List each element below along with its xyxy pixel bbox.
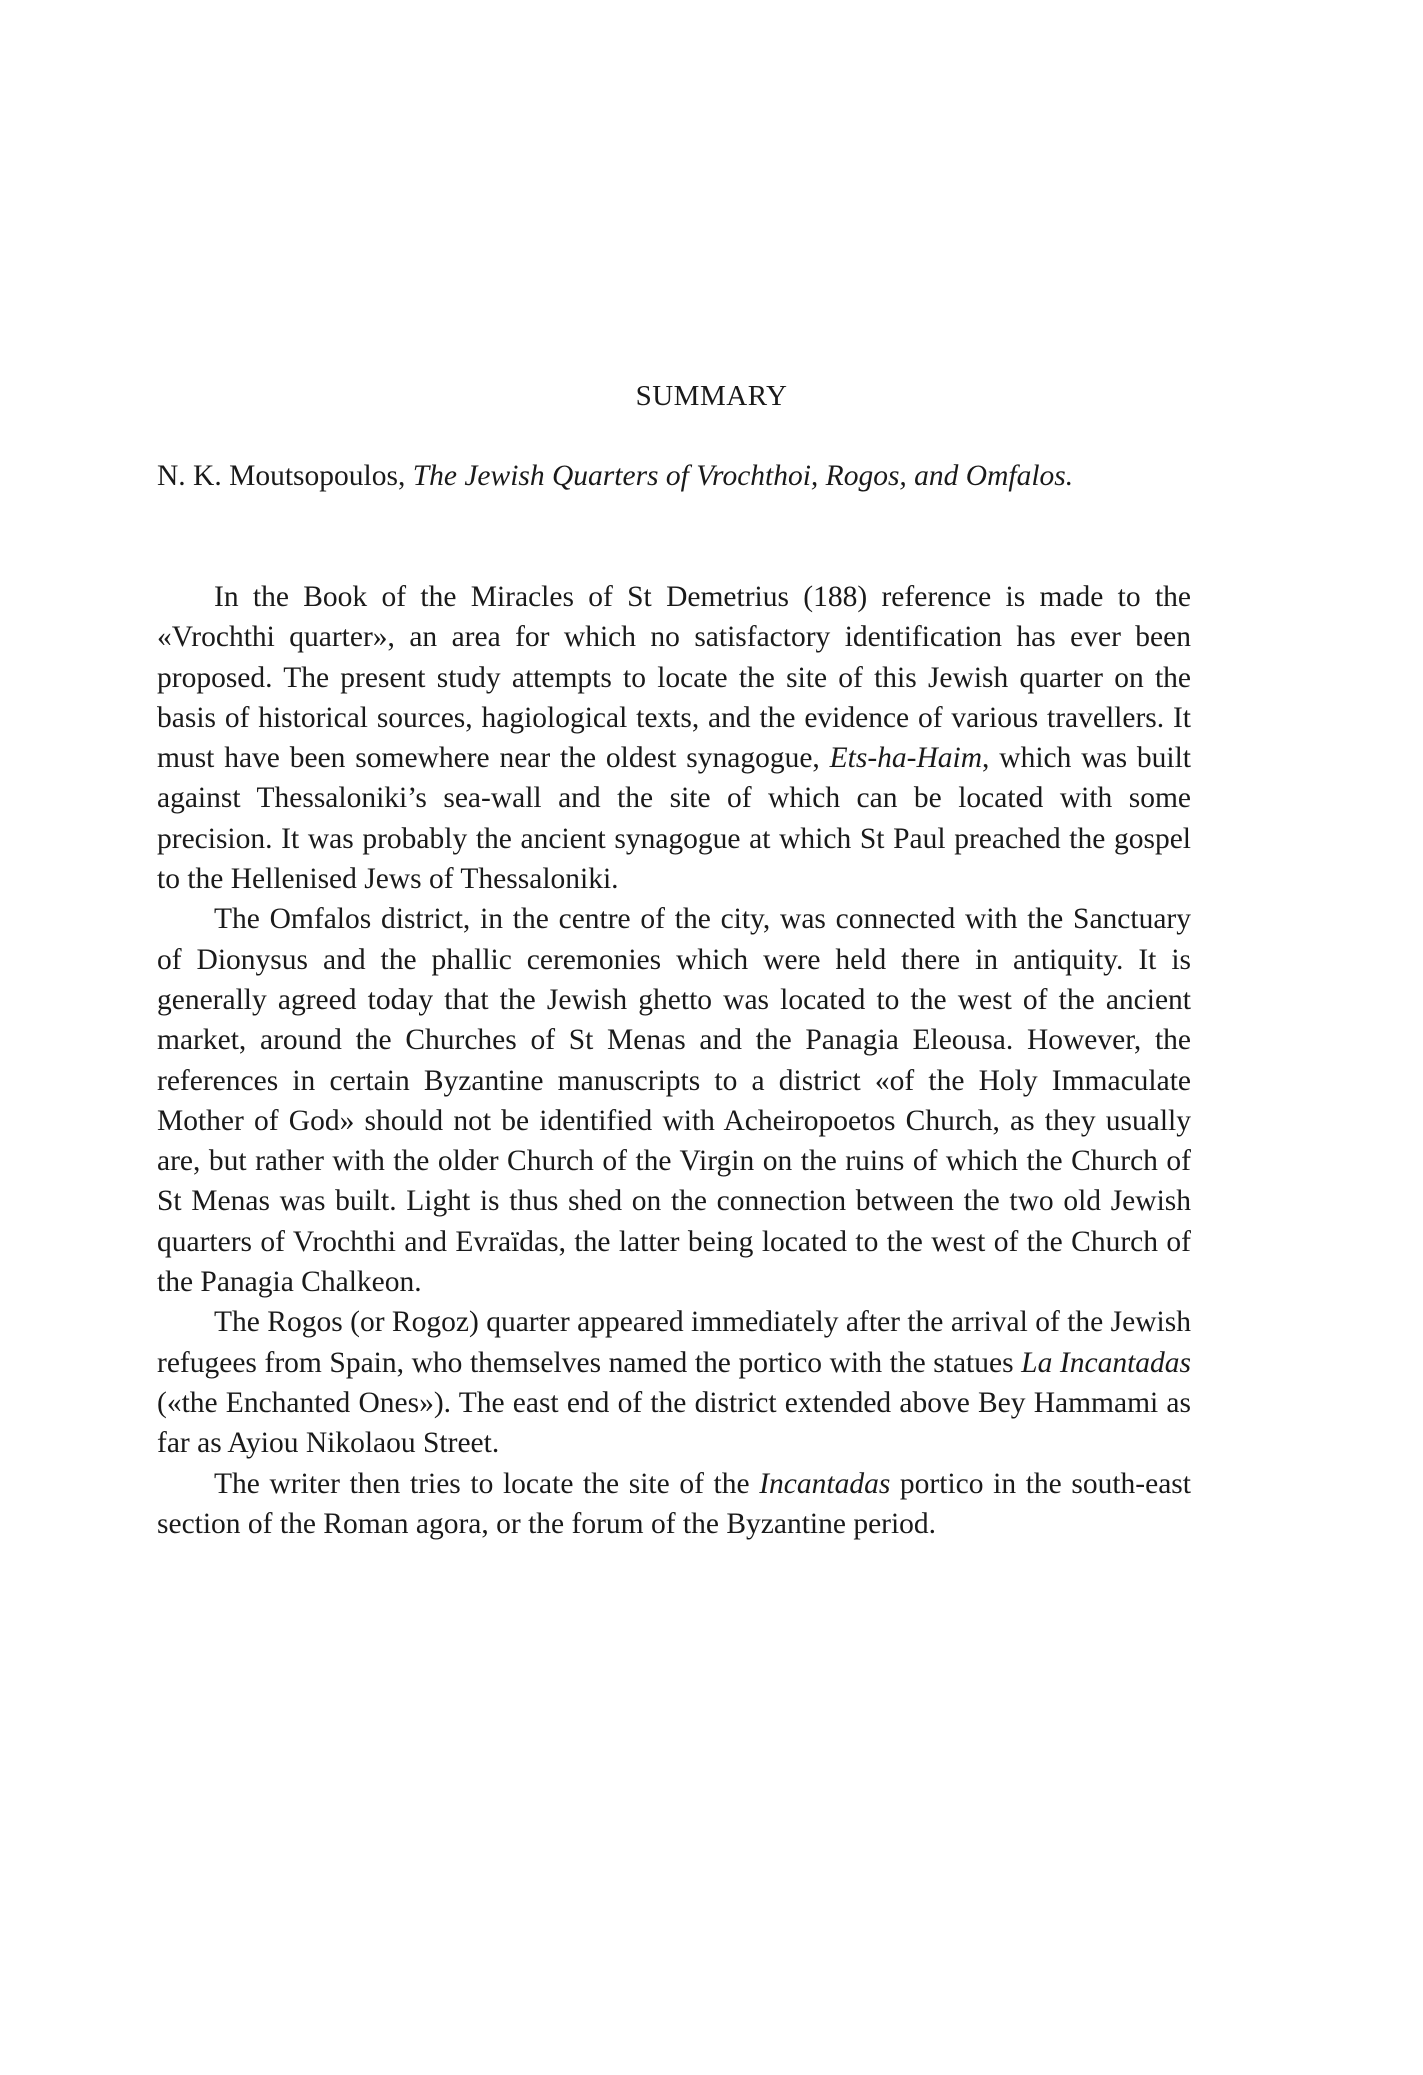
byline-author: N. K. Moutsopoulos, — [157, 460, 413, 492]
paragraph-4-text-a: The writer then tries to locate the site of the — [214, 1467, 760, 1500]
paragraph-2-text: The Omfalos district, in the centre of the city, was connected with the Sanctuary of Dionysus and the phallic ceremonies which were held there in antiquity. It is generally agreed today that the Jewish ghetto was located to the west of the ancient market, around the Churches of St Menas and the Panagia Eleousa. However, the references in certain Byzantine manuscripts to a district «of the Holy Immaculate Mother of God» should not be identified with Acheiropoetos Church, as they usually are, but rather with the older Church of the Virgin on the ruins of which the Church of St Menas was built. Light is thus shed on the connection between the two old Jewish quarters of Vrochthi and Evraïdas, the latter being located to the west of the Church of the Panagia Chalkeon. — [157, 903, 1191, 1299]
paragraph-1 — [157, 577, 1191, 899]
paragraph-2 — [157, 899, 1191, 1302]
paragraph-4-text-b: portico in the south-east section of the Roman agora, or the forum of the Byzantine period. — [157, 1467, 1191, 1540]
paragraph-4 — [157, 1464, 1191, 1545]
paragraph-3 — [157, 1302, 1191, 1463]
incantadas-term: Incantadas — [759, 1467, 891, 1500]
paragraph-1-text-b: , which was built against Thessaloniki’s sea-wall and the site of which can be located with some precision. It was probably the ancient synagogue at which St Paul preached the gospel to the Hellenised Jews of Thessaloniki. — [157, 742, 1192, 896]
summary-heading: SUMMARY — [635, 380, 788, 412]
paragraph-3-text-b: («the Enchanted Ones»). The east end of the district extended above Bey Hammami as far as Ayiou Nikolaou Street. — [157, 1386, 1191, 1460]
portico-name: La Incantadas — [1021, 1346, 1192, 1379]
byline-title: The Jewish Quarters of Vrochthoi, Rogos, and Omfalos. — [412, 460, 1074, 492]
paragraph-1-text-a: In the Book of the Miracles of St Demetrius (188) reference is made to the «Vrochthi quarter», an area for which no satisfactory identification has ever been proposed. The present study attempts to locate the site of this Jewish quarter on the basis of historical sources, hagiological texts, and the evidence of various travellers. It must have been somewhere near the oldest synagogue, — [157, 581, 1191, 775]
summary-body — [157, 577, 1191, 1544]
synagogue-name: Ets-ha-Haim — [829, 742, 983, 775]
article-byline — [157, 456, 1191, 496]
paragraph-3-text-a: The Rogos (or Rogoz) quarter appeared immediately after the arrival of the Jewish refugees from Spain, who themselves named the portico with the statues — [157, 1306, 1191, 1379]
